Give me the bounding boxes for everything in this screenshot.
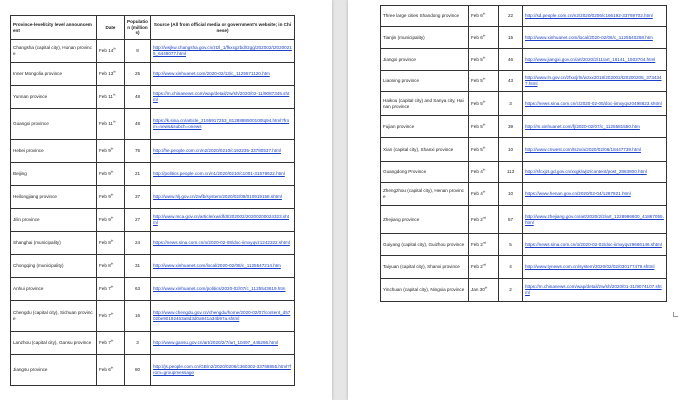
table-row (381, 206, 667, 234)
cell-source-link[interactable]: https://k.sina.cn/article_2166917253_8128888500100tq94.html?from=news&subch=onews (151, 109, 295, 140)
document-page-right (348, 0, 680, 400)
cell-announcement: Anhui province (11, 278, 97, 301)
date-ordinal-suffix: th (112, 92, 116, 97)
cell-date (469, 92, 499, 116)
cell-announcement: Inner Mongolia province (11, 63, 97, 86)
header-source: Source (All from official media or government's website; in Chinese) (151, 16, 295, 40)
table-row (381, 6, 667, 27)
cell-announcement: Haikou (capital city) and Sanya city, Hainan province (381, 92, 469, 116)
table-row (11, 332, 295, 355)
date-ordinal-suffix: th (482, 98, 486, 103)
cell-announcement: Guiyang (capital city), Guizhou province (381, 234, 469, 256)
date-ordinal-suffix: th (110, 146, 114, 151)
table-row (11, 63, 295, 86)
cell-announcement: Guangxi province (11, 109, 97, 140)
date-text: Feb 5 (471, 56, 483, 62)
cell-announcement: Tianjin (municipality) (381, 27, 469, 49)
cell-date (469, 49, 499, 71)
cell-population: 15 (499, 27, 523, 49)
cell-population: 24 (125, 232, 151, 255)
cell-population: 80 (125, 355, 151, 386)
date-ordinal-suffix: th (110, 284, 114, 289)
cell-date (469, 27, 499, 49)
date-ordinal-suffix: th (482, 121, 486, 126)
cell-announcement: Shanghai (municipality) (11, 232, 97, 255)
date-ordinal-suffix: th (482, 32, 486, 37)
cell-announcement: Jiangsu province (11, 355, 97, 386)
cell-date (469, 162, 499, 183)
cell-date (97, 355, 125, 386)
cell-population: 46 (499, 49, 523, 71)
cell-source-link[interactable]: http://sd.people.com.cn/n2/2020/0206/c166192-33769702.html (523, 6, 667, 27)
cell-population: 75 (125, 140, 151, 163)
cell-source-link[interactable]: http://sfcxjzt.gd.gov.cn/xxgk/wjtz/content/post_2883800.html (523, 162, 667, 183)
date-text: Feb 7 (99, 340, 111, 346)
cell-announcement: Lanzhou (capital city), Gansu province (11, 332, 97, 355)
cell-date (97, 255, 125, 278)
date-ordinal-suffix: th (484, 285, 488, 290)
cell-source-link[interactable]: http://www.xinhuanet.com/local/2020-02/08/c_1125547214.htm (151, 255, 295, 278)
cell-date (469, 256, 499, 279)
date-ordinal-suffix: th (110, 365, 114, 370)
cell-date (97, 140, 125, 163)
cell-source-link[interactable]: https://m.chinanews.com/wap/detail/zw/sh/2020/02-11/9087345.shtml (151, 86, 295, 109)
table-row (11, 255, 295, 278)
cell-announcement: Yinchuan (capital city), Ningxia province (381, 279, 469, 302)
date-ordinal-suffix: th (482, 167, 486, 172)
cell-announcement: Heilongjiang province (11, 186, 97, 209)
cell-source-link[interactable]: http://m.xinhuanet.com/fj/2020-02/07/c_1125581550.htm (523, 116, 667, 138)
cell-population: 31 (125, 255, 151, 278)
cell-date (97, 301, 125, 332)
cell-population: 3 (125, 332, 151, 355)
cell-source-link[interactable]: http://www.tynews.com.cn/system/2020/02/02/030177479.shtml (523, 256, 667, 279)
cell-date (97, 232, 125, 255)
cell-date (469, 234, 499, 256)
table-header-row (11, 16, 295, 40)
table-row (11, 209, 295, 232)
cell-source-link[interactable]: https://news.sina.com.cn/o/2020-02-08/doc-iimxyqvz1242322.shtml (151, 232, 295, 255)
table-row (381, 234, 667, 256)
cell-announcement: Zhejiang province (381, 206, 469, 234)
table-row (11, 86, 295, 109)
cell-announcement: Taiyuan (capital city), Shanxi province (381, 256, 469, 279)
date-ordinal-suffix: th (112, 119, 116, 124)
table-row (381, 256, 667, 279)
cell-population: 16 (125, 301, 151, 332)
cell-population: 43 (499, 71, 523, 92)
table-row (381, 27, 667, 49)
cell-source-link[interactable]: http://politics.people.com.cn/n1/2020/0210/c1001-31578622.html (151, 163, 295, 186)
cell-date (469, 6, 499, 27)
cell-date (97, 63, 125, 86)
date-text: Feb 2 (471, 241, 483, 247)
table-row (11, 109, 295, 140)
date-ordinal-suffix: th (110, 261, 114, 266)
date-text: Feb 5 (471, 123, 483, 129)
date-text: Feb 5 (471, 78, 483, 84)
cell-population: 25 (125, 63, 151, 86)
date-text: Feb 6 (471, 13, 483, 19)
header-date: Date (97, 16, 125, 40)
date-text: Feb 9 (99, 217, 111, 223)
cell-source-link[interactable]: http://www.zhejiang.gov.cn/art/2020/2/2/art_1228996600_41867055.html (523, 206, 667, 234)
date-ordinal-suffix: th (113, 69, 116, 74)
table-row (381, 183, 667, 206)
date-ordinal-suffix: th (113, 46, 116, 51)
table-row (381, 92, 667, 116)
cell-source-link[interactable]: http://he.people.com.cn/n2/2020/0210/c192235-33780537.html (151, 140, 295, 163)
table-row (11, 186, 295, 209)
cell-announcement: Yunnan province (11, 86, 97, 109)
date-text: Feb 2 (471, 216, 483, 222)
cell-source-link[interactable]: http://www.cnwest.com/tszx/a/2020/02/06/18447739.html (523, 138, 667, 162)
cell-population: 2 (499, 279, 523, 302)
cell-source-link[interactable]: http://www.xinhuanet.com/politics/2020-02/07/c_1125543619.htm (151, 278, 295, 301)
cell-source-link[interactable]: http://www.ln.gov.cn/zfxx/jrln/wzxx2018/202002/t20200205_3734347.html (523, 71, 667, 92)
cell-announcement: Zhengzhou (capital city), Henan province (381, 183, 469, 206)
cell-population: 10 (499, 138, 523, 162)
date-text: Feb 7 (99, 313, 111, 319)
cell-population: 27 (125, 209, 151, 232)
cell-date (97, 209, 125, 232)
date-text: Feb 4 (471, 191, 483, 197)
cell-source-link[interactable]: https://news.sina.com.cn/c/2020-02-05/doc-iimxyqvz0498623.shtml (523, 92, 667, 116)
cell-date (469, 138, 499, 162)
cell-population: 113 (499, 162, 523, 183)
lockdown-table-left (10, 15, 295, 386)
cell-population: 10 (499, 183, 523, 206)
cell-announcement: Three large cities Shandong province (381, 6, 469, 27)
date-text: Feb 14 (99, 48, 114, 54)
cell-announcement: Changsha (capital city), Hunan province (11, 40, 97, 63)
date-text: Feb 13 (99, 71, 114, 77)
cell-announcement: Xian (capital city), Shanxi province (381, 138, 469, 162)
document-page-left (0, 0, 332, 400)
date-ordinal-suffix: nd (482, 262, 487, 267)
table-row (11, 140, 295, 163)
cell-date (97, 278, 125, 301)
date-text: Feb 9 (99, 171, 111, 177)
cell-population: 63 (125, 278, 151, 301)
cell-announcement: Chongqing (municipality) (11, 255, 97, 278)
cell-source-link[interactable]: http://js.people.com.cn/GB/n2/2020/0206/c360302-33768855.html?from=groupmessage (151, 355, 295, 386)
cell-population: 37 (125, 186, 151, 209)
cell-population: 3 (499, 92, 523, 116)
date-text: Jan 30 (471, 287, 485, 293)
cell-source-link[interactable]: http://www.xinhuanet.com/local/2020-02/06/c_1125540268.htm (523, 27, 667, 49)
page-corner-mark (673, 312, 678, 317)
date-text: Feb 5 (471, 146, 483, 152)
cell-population: 39 (499, 116, 523, 138)
table-body-left (11, 40, 295, 386)
date-ordinal-suffix: th (110, 238, 114, 243)
date-text: Feb 9 (99, 148, 111, 154)
date-ordinal-suffix: nd (482, 239, 487, 244)
date-ordinal-suffix: th (482, 76, 486, 81)
cell-source-link[interactable]: http://wsjkw.changsha.gov.cn/ztzl_1/fkxxgzbd/tzgg/202002/t20200215_6446077.html (151, 40, 295, 63)
cell-announcement: Chengdu (capital city), Sichuan province (11, 301, 97, 332)
table-row (11, 278, 295, 301)
date-text: Feb 7 (99, 286, 111, 292)
cell-date (97, 40, 125, 63)
date-ordinal-suffix: th (110, 169, 114, 174)
table-row (11, 301, 295, 332)
table-row (381, 116, 667, 138)
cell-source-link[interactable]: https://m.chinanews.com/wap/detail/zw/sh/2020/01-31/9074107.shtml (523, 279, 667, 302)
header-population: Population (millions) (125, 16, 151, 40)
date-ordinal-suffix: th (110, 192, 114, 197)
cell-date (97, 332, 125, 355)
date-text: Feb 8 (99, 240, 111, 246)
cell-date (469, 116, 499, 138)
table-row (381, 138, 667, 162)
table-row (11, 163, 295, 186)
cell-source-link[interactable]: http://www.gansu.gov.cn/art/2020/2/7/art_10497_445266.html (151, 332, 295, 355)
table-body-right (381, 6, 667, 302)
table-row (11, 40, 295, 63)
cell-announcement: Guangdong Province (381, 162, 469, 183)
cell-announcement: Fujian province (381, 116, 469, 138)
date-text: Feb 8 (99, 263, 111, 269)
date-ordinal-suffix: nd (482, 214, 487, 219)
date-text: Feb 6 (99, 367, 111, 373)
table-row (381, 279, 667, 302)
cell-source-link[interactable]: https://news.sina.com.cn/o/2020-02-02/doc-iimxyqvz9666146.shtml (523, 234, 667, 256)
lockdown-table-right (380, 5, 667, 302)
cell-date (97, 109, 125, 140)
table-row (11, 355, 295, 386)
cell-date (469, 206, 499, 234)
cell-date (469, 183, 499, 206)
cell-announcement: Jilin province (11, 209, 97, 232)
cell-source-link[interactable]: https://www.henan.gov.cn/2020/02-04/1287821.html (523, 183, 667, 206)
date-text: Feb 11 (99, 94, 113, 100)
cell-population: 48 (125, 109, 151, 140)
table-row (381, 71, 667, 92)
date-text: Feb 2 (471, 264, 483, 270)
cell-source-link[interactable]: http://www.jiangxi.gov.cn/art/2020/2/11/art_16141_1503704.html (523, 49, 667, 71)
table-row (381, 49, 667, 71)
cell-date (97, 86, 125, 109)
date-text: Feb 4 (471, 169, 483, 175)
cell-announcement: Beijing (11, 163, 97, 186)
date-text: Feb 11 (99, 121, 113, 127)
header-announcement: Province-level/city level announcement (11, 16, 97, 40)
date-text: Feb 9 (99, 194, 111, 200)
cell-date (469, 71, 499, 92)
cell-date (469, 279, 499, 302)
date-ordinal-suffix: th (482, 144, 486, 149)
cell-population: 48 (125, 86, 151, 109)
table-row (11, 232, 295, 255)
date-ordinal-suffix: th (482, 11, 486, 16)
date-ordinal-suffix: th (482, 189, 486, 194)
cell-announcement: Hebei province (11, 140, 97, 163)
cell-date (97, 186, 125, 209)
cell-population: 4 (499, 256, 523, 279)
cell-population: 8 (125, 40, 151, 63)
date-ordinal-suffix: th (482, 54, 486, 59)
cell-announcement: Jiangxi province (381, 49, 469, 71)
cell-announcement: Liaoning province (381, 71, 469, 92)
cell-source-link[interactable]: http://www.hlj.gov.cn/zwfb/system/2020/02/09/010919158.shtml (151, 186, 295, 209)
cell-population: 21 (125, 163, 151, 186)
cell-source-link[interactable]: http://www.xinhuanet.com/2020-02/13/c_1125571120.htm (151, 63, 295, 86)
date-ordinal-suffix: th (110, 215, 114, 220)
cell-population: 5 (499, 234, 523, 256)
date-ordinal-suffix: th (110, 338, 114, 343)
cell-population: 57 (499, 206, 523, 234)
date-text: Feb 6 (471, 34, 483, 40)
cell-source-link[interactable]: http://www.chengdu.gov.cn/chengdu/home/2020-02/07/content_d5702be90192463a8d3d0a941a34b97a.shtml (151, 301, 295, 332)
cell-population: 22 (499, 6, 523, 27)
date-text: Feb 5 (471, 100, 483, 106)
date-ordinal-suffix: th (110, 311, 114, 316)
table-row (381, 162, 667, 183)
cell-date (97, 163, 125, 186)
cell-source-link[interactable]: http://www.mca.gov.cn/article/xw/dfdt/202002/20200200024323.shtml (151, 209, 295, 232)
